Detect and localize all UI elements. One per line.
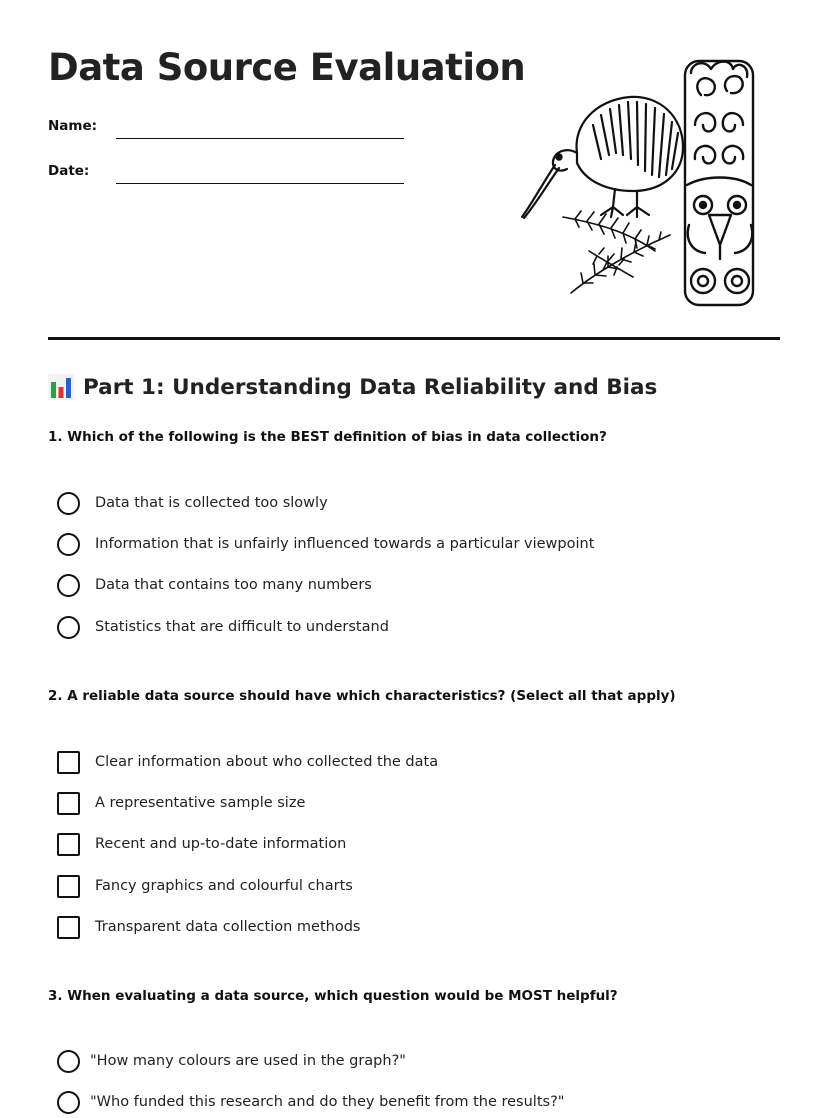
q2-option-label: A representative sample size xyxy=(95,795,306,811)
date-label: Date: xyxy=(48,163,90,179)
q2-checkbox-5[interactable] xyxy=(57,916,80,939)
page-title: Data Source Evaluation xyxy=(48,46,526,89)
question-2: 2. A reliable data source should have which characteristics? (Select all that apply) xyxy=(48,688,676,704)
q1-option xyxy=(57,614,389,640)
q1-radio-4[interactable] xyxy=(57,616,80,639)
q3-option xyxy=(57,1089,564,1115)
bar-chart-icon xyxy=(48,374,74,400)
q2-option-label: Recent and up-to-date information xyxy=(95,836,347,852)
part1-heading xyxy=(48,374,657,400)
q2-option-label: Transparent data collection methods xyxy=(95,919,361,935)
q1-option-label: Data that contains too many numbers xyxy=(95,577,372,593)
q1-option xyxy=(57,572,372,598)
q3-option xyxy=(57,1048,406,1074)
q3-radio-2[interactable] xyxy=(57,1091,80,1114)
q2-checkbox-3[interactable] xyxy=(57,833,80,856)
q2-option xyxy=(57,790,305,816)
q2-option xyxy=(57,873,353,899)
q2-option-label: Fancy graphics and colourful charts xyxy=(95,878,353,894)
q3-radio-1[interactable] xyxy=(57,1050,80,1073)
q1-option xyxy=(57,490,328,516)
q1-option xyxy=(57,531,594,557)
q1-radio-3[interactable] xyxy=(57,574,80,597)
q1-option-label: Statistics that are difficult to understand xyxy=(95,619,389,635)
q1-radio-2[interactable] xyxy=(57,533,80,556)
name-field[interactable] xyxy=(116,138,404,139)
kiwi-fern-carving-illustration xyxy=(515,55,765,310)
q3-option-label: "Who funded this research and do they benefit from the results?" xyxy=(90,1094,565,1110)
q2-option xyxy=(57,749,438,775)
date-field[interactable] xyxy=(116,183,404,184)
header-divider xyxy=(48,337,780,340)
part1-heading-text: Part 1: Understanding Data Reliability and Bias xyxy=(83,374,658,400)
q1-option-label: Data that is collected too slowly xyxy=(95,495,328,511)
name-label: Name: xyxy=(48,118,98,134)
q2-checkbox-1[interactable] xyxy=(57,751,80,774)
q2-option xyxy=(57,831,346,857)
q1-radio-1[interactable] xyxy=(57,492,80,515)
question-3: 3. When evaluating a data source, which question would be MOST helpful? xyxy=(48,988,618,1004)
q2-option-label: Clear information about who collected the data xyxy=(95,754,439,770)
q3-option-label: "How many colours are used in the graph?" xyxy=(90,1053,406,1069)
q2-checkbox-4[interactable] xyxy=(57,875,80,898)
fern-icon xyxy=(563,211,670,293)
kiwi-bird-icon xyxy=(522,97,683,218)
q2-option xyxy=(57,914,360,940)
carved-pou-icon xyxy=(685,61,753,305)
q2-checkbox-2[interactable] xyxy=(57,792,80,815)
q1-option-label: Information that is unfairly influenced towards a particular viewpoint xyxy=(95,536,595,552)
question-1: 1. Which of the following is the BEST definition of bias in data collection? xyxy=(48,429,607,445)
